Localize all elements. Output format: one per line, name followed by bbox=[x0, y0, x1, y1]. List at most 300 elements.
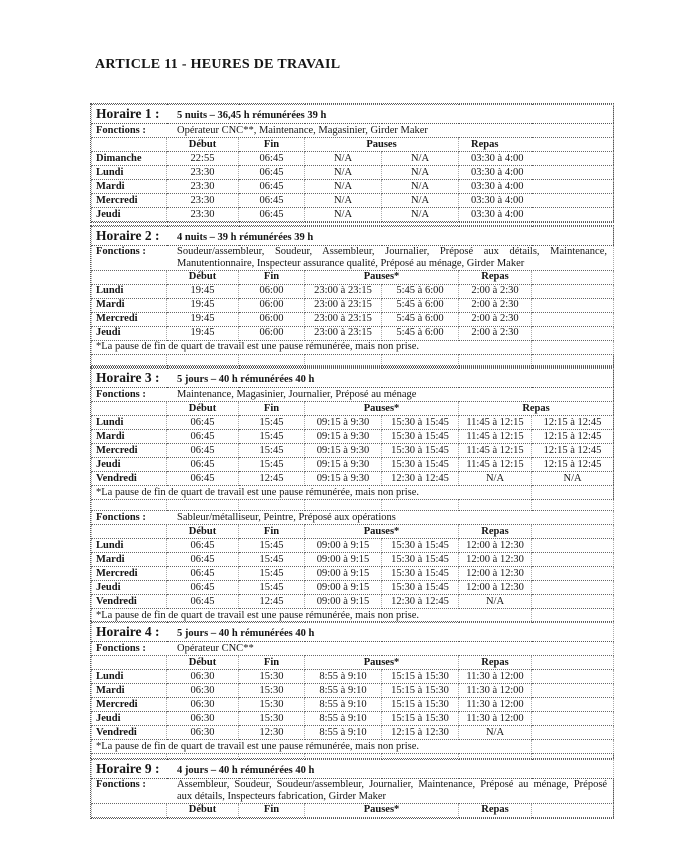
day-cell: Lundi bbox=[92, 539, 167, 553]
trailing-cell bbox=[532, 712, 614, 726]
header-pauses: Pauses* bbox=[305, 525, 459, 539]
block-title-cell bbox=[92, 623, 614, 642]
time-cell: 15:45 bbox=[239, 458, 305, 472]
day-cell: Vendredi bbox=[92, 472, 167, 486]
time-cell: 15:30 à 15:45 bbox=[382, 444, 459, 458]
schedule-row-lundi bbox=[92, 166, 614, 180]
repas-cell: 11:30 à 12:00 bbox=[459, 698, 532, 712]
header-debut: Début bbox=[167, 270, 239, 284]
trailing-cell bbox=[532, 581, 614, 595]
time-cell: 12:45 bbox=[239, 472, 305, 486]
time-cell: 06:30 bbox=[167, 670, 239, 684]
time-cell: 06:45 bbox=[167, 581, 239, 595]
time-cell: 06:00 bbox=[239, 312, 305, 326]
time-cell: 12:15 à 12:30 bbox=[382, 726, 459, 740]
time-cell: N/A bbox=[305, 208, 382, 222]
schedule-row-mercredi bbox=[92, 312, 614, 326]
header-pauses: Pauses bbox=[305, 138, 459, 152]
block-title: Horaire 1 : bbox=[96, 106, 160, 122]
schedule-row-mardi bbox=[92, 684, 614, 698]
time-cell: 12:30 à 12:45 bbox=[382, 595, 459, 609]
schedule-table-horaire-1 bbox=[91, 104, 614, 222]
schedule-row-mardi bbox=[92, 430, 614, 444]
time-cell: 06:45 bbox=[167, 472, 239, 486]
block-title-row bbox=[92, 760, 614, 779]
column-header-row bbox=[92, 138, 614, 152]
spacer-cell bbox=[532, 354, 614, 365]
table-body bbox=[92, 760, 614, 818]
time-cell: 06:45 bbox=[167, 567, 239, 581]
document-title: ARTICLE 11 - HEURES DE TRAVAIL bbox=[95, 57, 341, 72]
block-title-row bbox=[92, 623, 614, 642]
time-cell: N/A bbox=[305, 152, 382, 166]
repas-cell: N/A bbox=[459, 595, 532, 609]
time-cell: 23:00 à 23:15 bbox=[305, 326, 382, 340]
header-day-cell bbox=[92, 803, 167, 817]
time-cell: 06:45 bbox=[167, 595, 239, 609]
time-cell: 09:00 à 9:15 bbox=[305, 581, 382, 595]
fonctions-list bbox=[177, 643, 611, 655]
fonctions-label: Fonctions : bbox=[96, 246, 146, 257]
time-cell: 15:30 bbox=[239, 698, 305, 712]
header-fin: Fin bbox=[239, 138, 305, 152]
block-title-row bbox=[92, 227, 614, 246]
time-cell: 8:55 à 9:10 bbox=[305, 670, 382, 684]
header-repas: Repas bbox=[459, 402, 614, 416]
schedule-row-lundi bbox=[92, 670, 614, 684]
spacer-cell bbox=[167, 500, 239, 511]
header-repas: Repas bbox=[459, 138, 614, 152]
fonctions-line: Assembleur, Soudeur, Soudeur/assembleur, Journalier, Maintenance, Préposé au ménage, Préposé bbox=[177, 779, 608, 790]
fonctions-line: Manutentionnaire, Inspecteur assurance qualité, Préposé au ménage, Girder Maker bbox=[177, 257, 525, 269]
schedule-row-vendredi bbox=[92, 595, 614, 609]
header-fin: Fin bbox=[239, 525, 305, 539]
schedule-row-lundi bbox=[92, 284, 614, 298]
header-trailing-cell bbox=[532, 270, 614, 284]
time-cell: N/A bbox=[382, 180, 459, 194]
column-header-row bbox=[92, 270, 614, 284]
day-cell: Jeudi bbox=[92, 208, 167, 222]
time-cell: 8:55 à 9:10 bbox=[305, 726, 382, 740]
time-cell: 23:30 bbox=[167, 166, 239, 180]
time-cell: 8:55 à 9:10 bbox=[305, 698, 382, 712]
schedule-row-mercredi bbox=[92, 698, 614, 712]
time-cell: 09:00 à 9:15 bbox=[305, 539, 382, 553]
time-cell: 15:45 bbox=[239, 553, 305, 567]
header-pauses: Pauses* bbox=[305, 656, 459, 670]
fonctions-list bbox=[177, 125, 611, 137]
time-cell: 15:15 à 15:30 bbox=[382, 670, 459, 684]
schedule-row-mercredi bbox=[92, 567, 614, 581]
day-cell: Mercredi bbox=[92, 444, 167, 458]
header-trailing-cell bbox=[532, 525, 614, 539]
day-cell: Mercredi bbox=[92, 698, 167, 712]
time-cell: 12:45 bbox=[239, 595, 305, 609]
block-title: Horaire 3 : bbox=[96, 370, 160, 386]
fonctions-line: Maintenance, Magasinier, Journalier, Préposé au ménage bbox=[177, 388, 417, 400]
header-pauses: Pauses* bbox=[305, 402, 459, 416]
schedule-row-jeudi bbox=[92, 326, 614, 340]
spacer-cell bbox=[459, 500, 532, 511]
fonctions-flex bbox=[96, 643, 611, 655]
time-cell: N/A bbox=[305, 166, 382, 180]
trailing-cell bbox=[532, 298, 614, 312]
repas-cell: 2:00 à 2:30 bbox=[459, 298, 532, 312]
time-cell: 11:45 à 12:15 bbox=[459, 430, 532, 444]
time-cell: 09:00 à 9:15 bbox=[305, 567, 382, 581]
time-cell: N/A bbox=[382, 194, 459, 208]
time-cell: N/A bbox=[382, 208, 459, 222]
time-cell: 06:45 bbox=[167, 458, 239, 472]
footnote-row bbox=[92, 340, 614, 354]
repas-cell: 03:30 à 4:00 bbox=[459, 194, 614, 208]
spacer-cell bbox=[305, 500, 382, 511]
spacer-cell bbox=[92, 500, 167, 511]
footnote-trailing-cell bbox=[532, 340, 614, 354]
time-cell: 15:30 à 15:45 bbox=[382, 539, 459, 553]
schedule-block-horaire-4 bbox=[90, 621, 614, 766]
time-cell: 06:45 bbox=[239, 194, 305, 208]
repas-cell: 03:30 à 4:00 bbox=[459, 166, 614, 180]
time-cell: 09:15 à 9:30 bbox=[305, 458, 382, 472]
header-day-cell bbox=[92, 525, 167, 539]
time-cell: 5:45 à 6:00 bbox=[382, 284, 459, 298]
block-title-cell bbox=[92, 760, 614, 779]
time-cell: 12:15 à 12:45 bbox=[532, 430, 614, 444]
time-cell: 15:45 bbox=[239, 567, 305, 581]
fonctions-list bbox=[177, 779, 611, 803]
trailing-cell bbox=[532, 684, 614, 698]
block-title-row bbox=[92, 369, 614, 388]
table-body bbox=[92, 623, 614, 765]
trailing-cell bbox=[532, 698, 614, 712]
footnote-text: *La pause de fin de quart de travail est une pause rémunérée, mais non prise. bbox=[92, 740, 532, 754]
fonctions-cell bbox=[92, 246, 614, 271]
day-cell: Mardi bbox=[92, 298, 167, 312]
time-cell: 15:15 à 15:30 bbox=[382, 684, 459, 698]
fonctions-line: Opérateur CNC** bbox=[177, 642, 254, 654]
time-cell: 06:30 bbox=[167, 698, 239, 712]
block-title: Horaire 9 : bbox=[96, 761, 160, 777]
time-cell: 12:15 à 12:45 bbox=[532, 458, 614, 472]
repas-cell: 12:00 à 12:30 bbox=[459, 553, 532, 567]
day-cell: Mardi bbox=[92, 430, 167, 444]
header-fin: Fin bbox=[239, 803, 305, 817]
header-repas: Repas bbox=[459, 803, 532, 817]
header-fin: Fin bbox=[239, 270, 305, 284]
schedule-row-mercredi bbox=[92, 444, 614, 458]
time-cell: 06:45 bbox=[239, 166, 305, 180]
schedule-table-horaire-4 bbox=[91, 622, 614, 765]
day-cell: Mardi bbox=[92, 684, 167, 698]
block-title-row bbox=[92, 105, 614, 124]
time-cell: 15:30 à 15:45 bbox=[382, 553, 459, 567]
time-cell: 19:45 bbox=[167, 312, 239, 326]
trailing-cell bbox=[532, 284, 614, 298]
header-fin: Fin bbox=[239, 402, 305, 416]
fonctions-list bbox=[177, 389, 611, 401]
spacer-cell bbox=[305, 354, 382, 365]
time-cell: 06:30 bbox=[167, 726, 239, 740]
time-cell: 12:30 bbox=[239, 726, 305, 740]
spacer-row bbox=[92, 500, 614, 511]
repas-cell: 12:00 à 12:30 bbox=[459, 581, 532, 595]
day-cell: Lundi bbox=[92, 416, 167, 430]
trailing-cell bbox=[532, 553, 614, 567]
time-cell: 8:55 à 9:10 bbox=[305, 712, 382, 726]
time-cell: N/A bbox=[382, 166, 459, 180]
schedule-row-mercredi bbox=[92, 194, 614, 208]
column-header-row bbox=[92, 803, 614, 817]
column-header-row bbox=[92, 656, 614, 670]
repas-cell: 03:30 à 4:00 bbox=[459, 180, 614, 194]
trailing-cell bbox=[532, 726, 614, 740]
time-cell: 06:45 bbox=[239, 180, 305, 194]
time-cell: 15:30 bbox=[239, 712, 305, 726]
spacer-cell bbox=[92, 354, 167, 365]
day-cell: Jeudi bbox=[92, 458, 167, 472]
time-cell: 11:45 à 12:15 bbox=[459, 416, 532, 430]
time-cell: 15:30 à 15:45 bbox=[382, 581, 459, 595]
time-cell: 09:00 à 9:15 bbox=[305, 553, 382, 567]
time-cell: 15:30 à 15:45 bbox=[382, 567, 459, 581]
fonctions-list bbox=[177, 246, 611, 270]
schedule-row-mardi bbox=[92, 553, 614, 567]
schedule-row-jeudi bbox=[92, 712, 614, 726]
time-cell: 06:45 bbox=[239, 152, 305, 166]
fonctions-flex bbox=[96, 246, 611, 270]
fonctions-flex bbox=[96, 779, 611, 803]
repas-cell: 2:00 à 2:30 bbox=[459, 326, 532, 340]
schedule-row-mardi bbox=[92, 298, 614, 312]
spacer-row bbox=[92, 354, 614, 365]
spacer-cell bbox=[532, 500, 614, 511]
fonctions-cell bbox=[92, 511, 614, 525]
fonctions-line: Opérateur CNC**, Maintenance, Magasinier, Girder Maker bbox=[177, 124, 428, 136]
header-fin: Fin bbox=[239, 656, 305, 670]
time-cell: 8:55 à 9:10 bbox=[305, 684, 382, 698]
footnote-text: *La pause de fin de quart de travail est une pause rémunérée, mais non prise. bbox=[92, 609, 532, 623]
time-cell: 19:45 bbox=[167, 298, 239, 312]
fonctions-cell bbox=[92, 642, 614, 656]
table-body bbox=[92, 227, 614, 366]
schedule-row-jeudi bbox=[92, 208, 614, 222]
day-cell: Dimanche bbox=[92, 152, 167, 166]
fonctions-cell bbox=[92, 388, 614, 402]
time-cell: 09:15 à 9:30 bbox=[305, 430, 382, 444]
time-cell: 12:15 à 12:45 bbox=[532, 416, 614, 430]
day-cell: Mardi bbox=[92, 553, 167, 567]
footnote-row bbox=[92, 486, 614, 500]
header-trailing-cell bbox=[532, 803, 614, 817]
block-subtitle: 5 jours – 40 h rémunérées 40 h bbox=[177, 374, 315, 386]
time-cell: 06:30 bbox=[167, 684, 239, 698]
time-cell: 23:00 à 23:15 bbox=[305, 298, 382, 312]
fonctions-row bbox=[92, 511, 614, 525]
time-cell: 5:45 à 6:00 bbox=[382, 326, 459, 340]
trailing-cell bbox=[532, 539, 614, 553]
time-cell: 09:15 à 9:30 bbox=[305, 444, 382, 458]
time-cell: N/A bbox=[459, 472, 532, 486]
block-title: Horaire 2 : bbox=[96, 228, 160, 244]
header-debut: Début bbox=[167, 138, 239, 152]
spacer-cell bbox=[382, 354, 459, 365]
header-day-cell bbox=[92, 656, 167, 670]
time-cell: 22:55 bbox=[167, 152, 239, 166]
repas-cell: 11:30 à 12:00 bbox=[459, 684, 532, 698]
block-title-cell bbox=[92, 105, 614, 124]
fonctions-cell bbox=[92, 124, 614, 138]
block-subtitle: 4 nuits – 39 h rémunérées 39 h bbox=[177, 232, 314, 244]
block-subtitle: 5 jours – 40 h rémunérées 40 h bbox=[177, 628, 315, 640]
day-cell: Mercredi bbox=[92, 194, 167, 208]
header-repas: Repas bbox=[459, 270, 532, 284]
trailing-cell bbox=[532, 670, 614, 684]
day-cell: Jeudi bbox=[92, 326, 167, 340]
schedule-row-vendredi bbox=[92, 472, 614, 486]
header-debut: Début bbox=[167, 656, 239, 670]
time-cell: 09:15 à 9:30 bbox=[305, 416, 382, 430]
repas-cell: 03:30 à 4:00 bbox=[459, 208, 614, 222]
repas-cell: 12:00 à 12:30 bbox=[459, 539, 532, 553]
day-cell: Lundi bbox=[92, 670, 167, 684]
day-cell: Mercredi bbox=[92, 312, 167, 326]
header-debut: Début bbox=[167, 803, 239, 817]
fonctions-row bbox=[92, 124, 614, 138]
time-cell: 15:15 à 15:30 bbox=[382, 698, 459, 712]
schedule-table-horaire-3 bbox=[91, 368, 614, 634]
fonctions-label: Fonctions : bbox=[96, 388, 146, 400]
time-cell: 15:30 à 15:45 bbox=[382, 458, 459, 472]
footnote-text: *La pause de fin de quart de travail est une pause rémunérée, mais non prise. bbox=[92, 486, 532, 500]
block-subtitle: 4 jours – 40 h rémunérées 40 h bbox=[177, 765, 315, 777]
spacer-cell bbox=[239, 500, 305, 511]
header-debut: Début bbox=[167, 402, 239, 416]
schedule-row-lundi bbox=[92, 416, 614, 430]
fonctions-list bbox=[177, 512, 611, 524]
time-cell: 12:30 à 12:45 bbox=[382, 472, 459, 486]
time-cell: 15:30 bbox=[239, 684, 305, 698]
time-cell: 06:45 bbox=[167, 444, 239, 458]
trailing-cell bbox=[532, 567, 614, 581]
time-cell: 15:45 bbox=[239, 416, 305, 430]
time-cell: 19:45 bbox=[167, 326, 239, 340]
header-debut: Début bbox=[167, 525, 239, 539]
time-cell: 06:45 bbox=[239, 208, 305, 222]
trailing-cell bbox=[532, 326, 614, 340]
time-cell: 5:45 à 6:00 bbox=[382, 312, 459, 326]
repas-cell: 11:30 à 12:00 bbox=[459, 712, 532, 726]
time-cell: 5:45 à 6:00 bbox=[382, 298, 459, 312]
time-cell: 09:00 à 9:15 bbox=[305, 595, 382, 609]
time-cell: 06:00 bbox=[239, 298, 305, 312]
trailing-cell bbox=[532, 312, 614, 326]
schedule-row-lundi bbox=[92, 539, 614, 553]
block-subtitle: 5 nuits – 36,45 h rémunérées 39 h bbox=[177, 110, 327, 122]
spacer-cell bbox=[382, 500, 459, 511]
fonctions-flex bbox=[96, 389, 611, 401]
fonctions-row bbox=[92, 642, 614, 656]
time-cell: 23:00 à 23:15 bbox=[305, 312, 382, 326]
time-cell: 06:45 bbox=[167, 553, 239, 567]
fonctions-label: Fonctions : bbox=[96, 511, 146, 523]
header-pauses: Pauses* bbox=[305, 270, 459, 284]
schedule-block-horaire-3 bbox=[90, 367, 614, 635]
footnote-trailing-cell bbox=[532, 486, 614, 500]
time-cell: 06:30 bbox=[167, 712, 239, 726]
day-cell: Lundi bbox=[92, 284, 167, 298]
repas-cell: 2:00 à 2:30 bbox=[459, 312, 532, 326]
time-cell: 15:30 à 15:45 bbox=[382, 416, 459, 430]
repas-cell: 03:30 à 4:00 bbox=[459, 152, 614, 166]
fonctions-label: Fonctions : bbox=[96, 779, 146, 790]
fonctions-line: Sableur/métalliseur, Peintre, Préposé aux opérations bbox=[177, 511, 396, 523]
time-cell: 15:30 bbox=[239, 670, 305, 684]
fonctions-flex bbox=[96, 125, 611, 137]
trailing-cell bbox=[532, 595, 614, 609]
fonctions-row bbox=[92, 388, 614, 402]
fonctions-flex bbox=[96, 512, 611, 524]
time-cell: 15:45 bbox=[239, 581, 305, 595]
footnote-text: *La pause de fin de quart de travail est une pause rémunérée, mais non prise. bbox=[92, 340, 532, 354]
repas-cell: 12:00 à 12:30 bbox=[459, 567, 532, 581]
repas-cell: N/A bbox=[459, 726, 532, 740]
fonctions-cell bbox=[92, 779, 614, 804]
column-header-row bbox=[92, 402, 614, 416]
day-cell: Mercredi bbox=[92, 567, 167, 581]
fonctions-line: Soudeur/assembleur, Soudeur, Assembleur, Journalier, Préposé aux détails, Maintenance, bbox=[177, 246, 607, 257]
block-title-cell bbox=[92, 227, 614, 246]
spacer-cell bbox=[239, 354, 305, 365]
fonctions-label: Fonctions : bbox=[96, 642, 146, 654]
time-cell: 15:45 bbox=[239, 539, 305, 553]
schedule-block-horaire-9 bbox=[90, 758, 614, 819]
time-cell: 19:45 bbox=[167, 284, 239, 298]
time-cell: 06:45 bbox=[167, 539, 239, 553]
fonctions-line: aux détails, Inspecteurs fabrication, Girder Maker bbox=[177, 790, 387, 802]
fonctions-row bbox=[92, 779, 614, 804]
table-body bbox=[92, 369, 614, 634]
fonctions-row bbox=[92, 246, 614, 271]
time-cell: 23:30 bbox=[167, 194, 239, 208]
header-day-cell bbox=[92, 138, 167, 152]
time-cell: 23:30 bbox=[167, 180, 239, 194]
header-pauses: Pauses* bbox=[305, 803, 459, 817]
time-cell: 11:45 à 12:15 bbox=[459, 444, 532, 458]
schedule-row-vendredi bbox=[92, 726, 614, 740]
day-cell: Vendredi bbox=[92, 595, 167, 609]
footnote-trailing-cell bbox=[532, 740, 614, 754]
table-body bbox=[92, 105, 614, 222]
time-cell: N/A bbox=[382, 152, 459, 166]
column-header-row bbox=[92, 525, 614, 539]
header-repas: Repas bbox=[459, 525, 532, 539]
time-cell: N/A bbox=[305, 194, 382, 208]
time-cell: 15:15 à 15:30 bbox=[382, 712, 459, 726]
time-cell: 06:45 bbox=[167, 416, 239, 430]
spacer-cell bbox=[459, 354, 532, 365]
time-cell: 23:30 bbox=[167, 208, 239, 222]
time-cell: 06:00 bbox=[239, 284, 305, 298]
time-cell: 12:15 à 12:45 bbox=[532, 444, 614, 458]
schedule-row-jeudi bbox=[92, 458, 614, 472]
spacer-cell bbox=[167, 354, 239, 365]
schedule-block-horaire-2 bbox=[90, 225, 614, 367]
schedule-row-dimanche bbox=[92, 152, 614, 166]
header-trailing-cell bbox=[532, 656, 614, 670]
block-title: Horaire 4 : bbox=[96, 624, 160, 640]
day-cell: Jeudi bbox=[92, 712, 167, 726]
